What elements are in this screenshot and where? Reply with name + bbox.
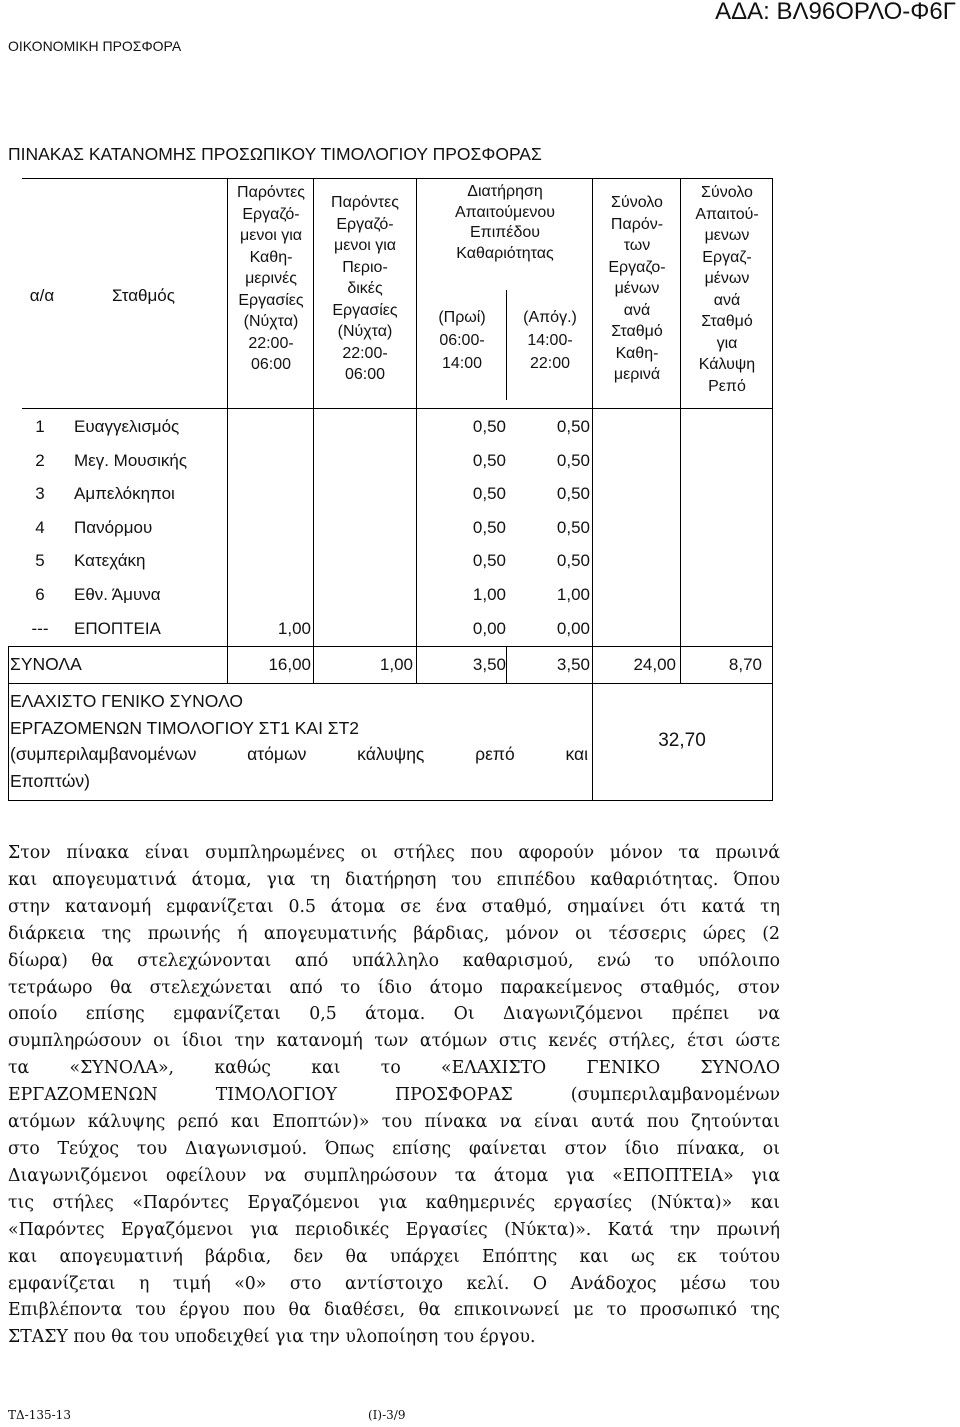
row-aa: --- bbox=[31, 618, 49, 638]
totals-bottom-rule bbox=[8, 683, 773, 684]
paragraph-line: και απογευματινή βάρδια, δεν θα υπάρχει Επόπτης και ως εκ τούτου bbox=[8, 1246, 780, 1267]
paragraph-line: δίωρα) θα στελεχώνονται από υπάλληλο καθαρισμού, ενώ το υπόλοιπο bbox=[8, 950, 780, 971]
row-station: Κατεχάκη bbox=[74, 551, 146, 571]
footer-page-number: (Ι)-3/9 bbox=[368, 1408, 406, 1422]
header-afternoon: (Απόγ.) 14:00- 22:00 bbox=[523, 309, 577, 372]
explanatory-paragraph bbox=[8, 840, 780, 1351]
paragraph-line: συμπληρώσουν οι ίδιοι την κατανομή των ατόμων στις κενές στήλες, έτσι ώστε bbox=[8, 1031, 780, 1052]
col-rule bbox=[592, 178, 593, 648]
footer-doc-code: ΤΔ-135-13 bbox=[8, 1408, 71, 1422]
row-aa: 1 bbox=[35, 417, 45, 436]
header-doc-type: ΟΙΚΟΝΟΜΙΚΗ ΠΡΟΣΦΟΡΑ bbox=[8, 38, 182, 54]
row-afternoon: 0,00 bbox=[556, 618, 590, 638]
row-morning: 0,50 bbox=[472, 417, 506, 436]
paragraph-line: στο Τεύχος του Διαγωνισμού. Όπως επίσης φαίνεται στον ίδιο πίνακα, οι bbox=[8, 1138, 780, 1159]
paragraph-line: Επιβλέποντα του έργου που θα διαθέσει, θα επικοινωνεί με το προσωπικό της bbox=[8, 1300, 780, 1321]
row-aa: 4 bbox=[35, 517, 45, 537]
row-morning: 0,50 bbox=[472, 517, 506, 537]
header-night-regular: Παρόντες Εργαζό- μενοι για Καθη- μερινές Εργασίες (Νύχτα) 22:00- 06:00 bbox=[237, 184, 305, 373]
header-total-present: Σύνολο Παρόν- των Εργαζο- μένων ανά Σταθμό Καθη- μερινά bbox=[608, 194, 666, 383]
row-morning: 1,00 bbox=[472, 585, 506, 604]
col-rule bbox=[416, 178, 417, 648]
row-night-regular: 1,00 bbox=[277, 618, 311, 638]
row-morning: 0,50 bbox=[472, 551, 506, 571]
totals-col-rule bbox=[313, 646, 314, 684]
row-morning: 0,00 bbox=[472, 618, 506, 638]
totals-night-regular: 16,00 bbox=[268, 655, 311, 674]
header-aa: α/α bbox=[29, 286, 55, 305]
paragraph-line: στην κατανομή εμφανίζεται 0.5 άτομα σε ένα σταθμό, σημαίνει ότι κατά τη bbox=[8, 896, 780, 917]
totals-morning: 3,50 bbox=[472, 655, 506, 674]
col-rule bbox=[313, 178, 314, 648]
totals-afternoon: 3,50 bbox=[556, 655, 590, 674]
row-station: Πανόρμου bbox=[74, 517, 153, 537]
row-afternoon: 1,00 bbox=[556, 585, 590, 604]
paragraph-line: ΕΡΓΑΖΟΜΕΝΩΝ ΤΙΜΟΛΟΓΙΟΥ ΠΡΟΣΦΟΡΑΣ (συμπεριλαμβανομένων bbox=[8, 1085, 780, 1106]
paragraph-line: ΣΤΑΣΥ που θα του υποδειχθεί για την υλοποίηση του έργου. bbox=[8, 1327, 536, 1348]
grand-bottom-rule bbox=[8, 800, 773, 801]
header-maintenance-group: Διατήρηση Απαιτούμενου Επιπέδου Καθαριότητας bbox=[454, 183, 556, 262]
paragraph-line: τις στήλες «Παρόντες Εργαζόμενοι για καθημερινές εργασίες (Νύκτα)» και bbox=[8, 1192, 780, 1213]
totals-label: ΣΥΝΟΛΑ bbox=[10, 654, 82, 674]
row-afternoon: 0,50 bbox=[556, 450, 590, 470]
row-morning: 0,50 bbox=[472, 450, 506, 470]
paragraph-line: τα «ΣΥΝΟΛΑ», καθώς και το «ΕΛΑΧΙΣΤΟ ΓΕΝΙΚΟ ΣΥΝΟΛΟ bbox=[8, 1058, 780, 1079]
header-morning: (Πρωί) 06:00- 14:00 bbox=[438, 309, 486, 372]
row-aa: 5 bbox=[35, 551, 45, 571]
grand-total-value: 32,70 bbox=[658, 730, 706, 751]
paragraph-line: οποίο επίσης εμφανίζεται 0,5 άτομα. Οι Διαγωνιζόμενοι πρέπει να bbox=[8, 1004, 780, 1025]
header-bottom-rule bbox=[22, 408, 773, 409]
paragraph-line: εμφανίζεται η τιμή «0» στο αντίστοιχο κελί. Ο Ανάδοχος μέσω του bbox=[8, 1273, 780, 1294]
row-aa: 6 bbox=[35, 585, 45, 604]
row-station: Αμπελόκηποι bbox=[74, 484, 175, 504]
header-total-required: Σύνολο Απαιτού- μενων Εργαζ- μένων ανά Σταθμό για Κάλυψη Ρεπό bbox=[695, 184, 759, 395]
row-morning: 0,50 bbox=[472, 484, 506, 504]
paragraph-line: ατόμων κάλυψης ρεπό και Εποπτών)» του πίνακα να είναι αυτά που ζητούνται bbox=[8, 1112, 780, 1133]
grand-left-rule bbox=[8, 683, 9, 800]
table-title: ΠΙΝΑΚΑΣ ΚΑΤΑΝΟΜΗΣ ΠΡΟΣΩΠΙΚΟΥ ΤΙΜΟΛΟΓΙΟΥ ΠΡΟΣΦΟΡΑΣ bbox=[8, 144, 542, 164]
totals-total-required: 8,70 bbox=[728, 655, 762, 674]
subcol-rule bbox=[506, 290, 507, 400]
paragraph-line: τετράωρο θα στελεχώνεται από το ίδιο άτομο παρακείμενος σταθμός, στον bbox=[8, 977, 780, 998]
paragraph-line: Διαγωνιζόμενοι οφείλουν να συμπληρώσουν τα άτομα για «ΕΠΟΠΤΕΙΑ» για bbox=[8, 1165, 780, 1186]
totals-night-periodic: 1,00 bbox=[379, 655, 413, 674]
grand-mid-rule bbox=[592, 683, 593, 800]
header-night-periodic: Παρόντες Εργαζό- μενοι για Περιο- δικές Εργασίες (Νύχτα) 22:00- 06:00 bbox=[331, 194, 399, 383]
row-aa: 3 bbox=[35, 484, 45, 504]
col-rule bbox=[772, 178, 773, 648]
totals-top-rule bbox=[8, 646, 773, 647]
col-rule bbox=[227, 178, 228, 648]
header-ada-code: ΑΔΑ: ΒΛ96ΟΡΛΟ-Φ6Γ bbox=[715, 0, 956, 25]
grand-right-rule bbox=[772, 683, 773, 800]
totals-total-present: 24,00 bbox=[633, 655, 676, 674]
paragraph-line: Στον πίνακα είναι συμπληρωμένες οι στήλες που αφορούν μόνον τα πρωινά bbox=[8, 843, 780, 863]
row-afternoon: 0,50 bbox=[556, 551, 590, 571]
row-afternoon: 0,50 bbox=[556, 517, 590, 537]
row-station: ΕΠΟΠΤΕΙΑ bbox=[74, 618, 161, 638]
header-station: Σταθμός bbox=[112, 286, 175, 305]
row-station: Εθν. Άμυνα bbox=[74, 585, 161, 604]
paragraph-line: «Παρόντες Εργαζόμενοι για περιοδικές Εργασίες (Νύκτα)». Κατά την πρωινή bbox=[8, 1219, 780, 1240]
row-afternoon: 0,50 bbox=[556, 484, 590, 504]
paragraph-line: διάρκεια της πρωινής ή απογευματινής βάρδιας, μόνον οι τέσσερις ώρες (2 bbox=[8, 923, 780, 944]
row-station: Μεγ. Μουσικής bbox=[74, 450, 188, 470]
paragraph-line: και απογευματινά άτομα, για τη διατήρηση του επιπέδου καθαριότητας. Όπου bbox=[8, 869, 780, 890]
row-aa: 2 bbox=[35, 450, 45, 470]
col-rule bbox=[680, 178, 681, 648]
row-station: Ευαγγελισμός bbox=[74, 417, 180, 436]
totals-col-rule bbox=[772, 646, 773, 684]
row-afternoon: 0,50 bbox=[556, 417, 590, 436]
table-top-rule bbox=[22, 178, 773, 179]
totals-col-rule bbox=[227, 646, 228, 684]
totals-left-rule bbox=[8, 646, 9, 684]
grand-total-label: ΕΛΑΧΙΣΤΟ ΓΕΝΙΚΟ ΣΥΝΟΛΟ ΕΡΓΑΖΟΜΕΝΩΝ ΤΙΜΟΛΟΓΙΟΥ ΣΤ1 ΚΑΙ ΣΤ2 (συμπεριλαμβανομένων ατόμων κάλυψης ρεπό και Εποπτών) bbox=[10, 691, 588, 791]
